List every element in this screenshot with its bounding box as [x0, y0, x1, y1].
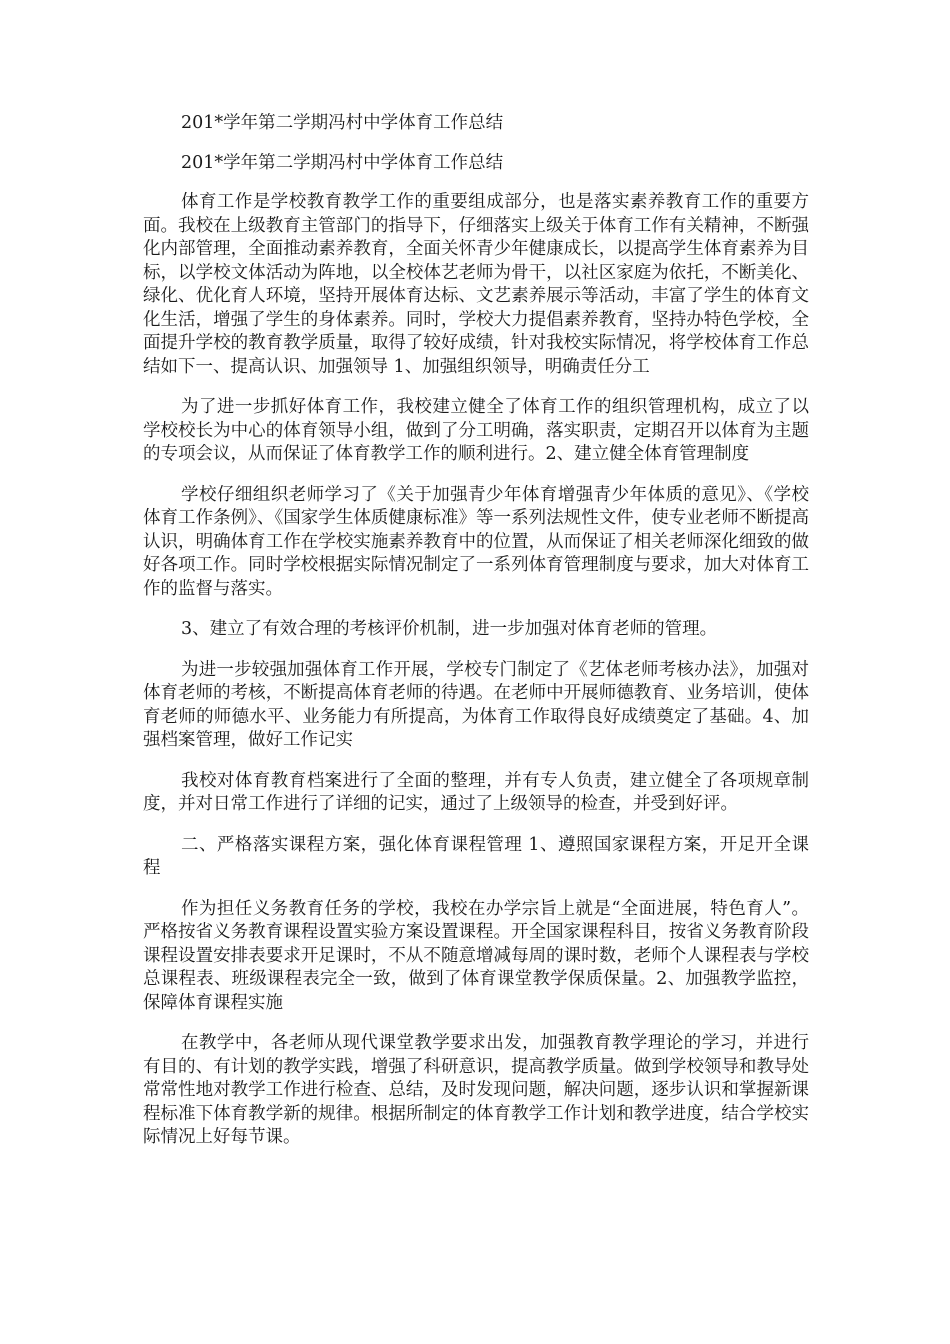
paragraph-curriculum: 作为担任义务教育任务的学校，我校在办学宗旨上就是“全面进展，特色育人”。严格按省义务教育课程设置实验方案设置课程。开全国家课程科目，按省义务教育阶段课程设置安排表要求开足课时，不从不随意增减每周的课时数，老师个人课程表与学校总课程表、班级课程表完全一致，做到了体育课堂教学保质保量。2、加强教学监控，保障体育课程实施 — [143, 898, 809, 1013]
paragraph-curriculum-heading: 二、严格落实课程方案，强化体育课程管理 1、遵照国家课程方案，开足开全课程 — [143, 834, 809, 878]
paragraph-teacher-assessment: 为进一步较强加强体育工作开展，学校专门制定了《艺体老师考核办法》，加强对体育老师的考核，不断提高体育老师的待遇。在老师中开展师德教育、业务培训，使体育老师的师德水平、业务能力有所提高，为体育工作取得良好成绩奠定了基础。4、加强档案管理，做好工作记实 — [143, 659, 809, 750]
document-title: 201*学年第二学期冯村中学体育工作总结 — [181, 113, 504, 133]
paragraph-evaluation-heading: 3、建立了有效合理的考核评价机制，进一步加强对体育老师的管理。 — [181, 619, 718, 639]
paragraph-intro: 体育工作是学校教育教学工作的重要组成部分，也是落实素养教育工作的重要方面。我校在上级教育主管部门的指导下，仔细落实上级关于体育工作有关精神，不断强化内部管理，全面推动素养教育，全面关怀青少年健康成长，以提高学生体育素养为目标，以学校文体活动为阵地，以全校体艺老师为骨干，以社区家庭为依托，不断美化、绿化、优化育人环境，坚持开展体育达标、文艺素养展示等活动，丰富了学生的体育文化生活，增强了学生的身体素养。同时，学校大力提倡素养教育，坚持办特色学校，全面提升学校的教育教学质量，取得了较好成绩，针对我校实际情况，将学校体育工作总结如下一、提高认识、加强领导 1、加强组织领导，明确责任分工 — [143, 192, 809, 377]
document-subtitle: 201*学年第二学期冯村中学体育工作总结 — [181, 152, 504, 173]
paragraph-teaching: 在教学中，各老师从现代课堂教学要求出发，加强教育教学理论的学习，并进行有目的、有计划的教学实践，增强了科研意识，提高教学质量。做到学校领导和教导处常常性地对教学工作进行检查、总结，及时发现问题，解决问题，逐步认识和掌握新课程标准下体育教学新的规律。根据所制定的体育教学工作计划和教学进度，结合学校实际情况上好每节课。 — [143, 1033, 809, 1147]
document-page — [143, 112, 809, 1167]
paragraph-archives: 我校对体育教育档案进行了全面的整理，并有专人负责，建立健全了各项规章制度，并对日常工作进行了详细的记实，通过了上级领导的检查，并受到好评。 — [143, 770, 809, 814]
paragraph-regulations: 学校仔细组织老师学习了《关于加强青少年体育增强青少年体质的意见》、《学校体育工作条例》、《国家学生体质健康标准》等一系列法规性文件，使专业老师不断提高认识，明确体育工作在学校实施素养教育中的位置，从而保证了相关老师深化细致的做好各项工作。同时学校根据实际情况制定了一系列体育管理制度与要求，加大对体育工作的监督与落实。 — [143, 484, 809, 599]
paragraph-organization: 为了进一步抓好体育工作，我校建立健全了体育工作的组织管理机构，成立了以学校校长为中心的体育领导小组，做到了分工明确，落实职责，定期召开以体育为主题的专项会议，从而保证了体育教学工作的顺利进行。2、建立健全体育管理制度 — [143, 397, 809, 464]
